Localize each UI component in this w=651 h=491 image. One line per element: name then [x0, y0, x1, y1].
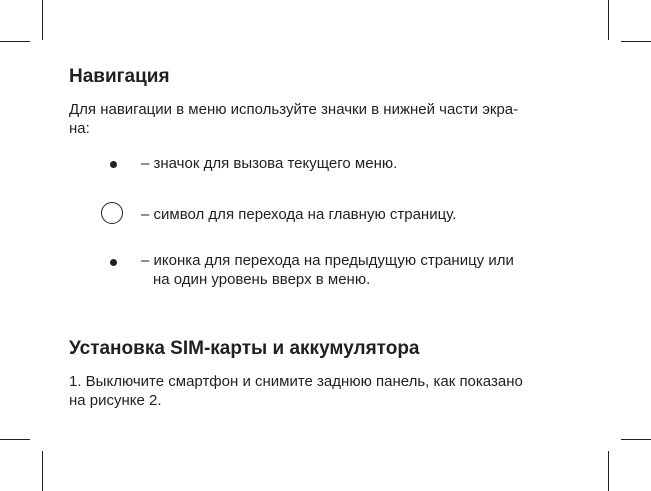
- crop-mark-bottom-right-horizontal: [621, 439, 651, 440]
- navigation-intro-line2: на:: [69, 120, 90, 137]
- navigation-heading: Навигация: [69, 66, 170, 87]
- navigation-item-back-text-cont: на один уровень вверх в меню.: [153, 271, 371, 288]
- sim-section-heading: Установка SIM-карты и аккумулятора: [69, 338, 420, 359]
- sim-step-1-line1: 1. Выключите смартфон и снимите заднюю панель, как показано: [69, 373, 523, 390]
- navigation-intro-line1: Для навигации в меню используйте значки в нижней части экра-: [69, 101, 519, 118]
- sim-step-1: [69, 372, 569, 410]
- crop-mark-top-right-vertical: [608, 0, 609, 40]
- dot-icon: [110, 161, 117, 168]
- crop-mark-bottom-left-vertical: [42, 451, 43, 491]
- navigation-item-menu: [141, 154, 561, 173]
- crop-mark-top-left-horizontal: [0, 41, 30, 42]
- crop-mark-bottom-left-horizontal: [0, 439, 30, 440]
- navigation-item-menu-text: – значок для вызова текущего меню.: [141, 155, 398, 172]
- navigation-intro: [69, 100, 569, 138]
- navigation-item-home-text: – символ для перехода на главную страницу.: [141, 206, 457, 223]
- circle-outline-icon: [101, 202, 123, 224]
- navigation-item-home: [141, 205, 561, 224]
- crop-mark-top-right-horizontal: [621, 41, 651, 42]
- sim-step-1-line2: на рисунке 2.: [69, 392, 162, 409]
- crop-mark-top-left-vertical: [42, 0, 43, 40]
- crop-mark-bottom-right-vertical: [608, 451, 609, 491]
- navigation-item-back-text: – иконка для перехода на предыдущую страницу или: [141, 252, 514, 269]
- dot-icon: [110, 259, 117, 266]
- navigation-item-back: [141, 251, 561, 289]
